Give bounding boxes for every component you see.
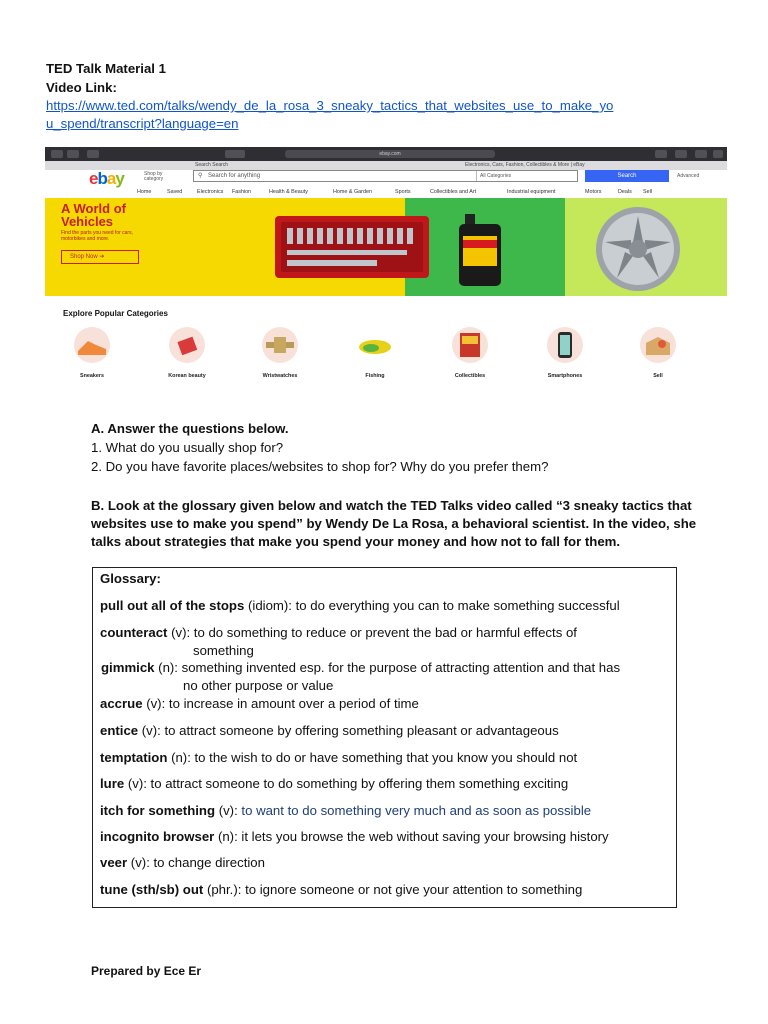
glossary-entry (100, 828, 609, 846)
ebay-screenshot (45, 147, 727, 385)
glossary-entry (100, 775, 568, 793)
nav-sell: Sell (643, 189, 652, 195)
nav-health-beauty: Health & Beauty (269, 189, 308, 195)
question-2: 2. Do you have favorite places/websites to shop for? Why do you prefer them? (91, 459, 549, 474)
nav-sports: Sports (395, 189, 411, 195)
glossary-definition: : to the wish to do or have something that you know you should not (187, 750, 578, 765)
glossary-definition: : to attract someone by offering something pleasant or advantageous (157, 723, 559, 738)
nav-motors: Motors (585, 189, 602, 195)
browser-tabs (45, 161, 727, 170)
question-1: 1. What do you usually shop for? (91, 440, 284, 455)
glossary-entry (100, 854, 265, 872)
category-wristwatches (245, 327, 315, 383)
shop-now-button (61, 250, 139, 264)
glossary-term: accrue (100, 696, 143, 711)
glossary-pos: (n) (167, 750, 188, 765)
glossary-pos: (phr.) (203, 882, 238, 897)
glossary-definition: : (234, 803, 238, 818)
nav-home-garden: Home & Garden (333, 189, 372, 195)
glossary-entry (100, 722, 559, 740)
video-link-label: Video Link: (46, 80, 117, 95)
oil-bottle-image (455, 214, 505, 289)
hubcap-image (593, 204, 683, 294)
sidebar-icon (87, 150, 99, 158)
tab-search: Search Search (195, 162, 229, 168)
category-label: Fishing (365, 373, 385, 379)
wristwatches-image (262, 327, 298, 363)
nav-fashion: Fashion (232, 189, 252, 195)
category-fishing (340, 327, 410, 383)
category-smartphones (530, 327, 600, 383)
glossary-entry (100, 695, 419, 713)
shop-now-label: Shop Now (70, 254, 98, 260)
glossary-definition: : something invented esp. for the purpose of attracting attention and that has (174, 660, 621, 675)
section-b-line-1: B. Look at the glossary given below and watch the TED Talks video called “3 sneaky tactics that (91, 498, 692, 513)
section-a-heading: A. Answer the questions below. (91, 421, 289, 436)
glossary-entry (100, 749, 577, 767)
search-input (193, 170, 578, 182)
browser-toolbar (45, 147, 727, 161)
banner-subtitle-line-2: motorbikes and more. (61, 236, 110, 242)
nav-saved: Saved (167, 189, 183, 195)
prepared-by: Prepared by Ece Er (91, 964, 202, 978)
glossary-entry (101, 659, 620, 677)
nav-collectibles-art: Collectibles and Art (430, 189, 477, 195)
address-bar: ebay.com (285, 150, 495, 158)
category-label: Wristwatches (262, 373, 298, 379)
glossary-term: pull out all of the stops (100, 598, 245, 613)
category-korean-beauty (152, 327, 222, 383)
advanced-link: Advanced (677, 173, 700, 179)
banner-title-line-2: Vehicles (61, 214, 114, 229)
glossary-pos: (v) (138, 723, 158, 738)
glossary-pos: (n) (214, 829, 235, 844)
smartphones-image (547, 327, 583, 363)
glossary-term: itch for something (100, 803, 216, 818)
category-label: Sneakers (80, 373, 104, 379)
glossary-term: counteract (100, 625, 168, 640)
share-icon (675, 150, 687, 158)
banner-title (61, 202, 126, 228)
promo-banner (45, 198, 727, 296)
glossary-pos: (v) (215, 803, 235, 818)
glossary-definition: : to ignore someone or not give your attention to something (237, 882, 583, 897)
glossary-box (92, 567, 677, 908)
section-b-line-3: talks about strategies that make you spend your money and how not to fall for them. (91, 534, 621, 549)
glossary-pos: (v) (127, 855, 147, 870)
glossary-term: tune (sth/sb) out (100, 882, 204, 897)
glossary-term: entice (100, 723, 139, 738)
reload-icon (655, 150, 667, 158)
glossary-entry (100, 881, 582, 899)
tabs-icon (225, 150, 245, 158)
glossary-definition: : to attract someone to do something by offering them something exciting (143, 776, 569, 791)
ebay-nav (45, 187, 727, 197)
banner-subtitle (61, 230, 133, 242)
glossary-term: incognito browser (100, 829, 215, 844)
glossary-definition: : to increase in amount over a period of time (161, 696, 419, 711)
nav-electronics: Electronics (197, 189, 224, 195)
glossary-definition: : to do something to reduce or prevent the bad or harmful effects of (186, 625, 577, 640)
banner-subtitle-line-1: Find the parts you need for cars, (61, 230, 133, 236)
category-collectibles (435, 327, 505, 383)
category-sneakers (57, 327, 127, 383)
glossary-heading: Glossary: (100, 571, 161, 586)
glossary-definition: : to do everything you can to make something successful (288, 598, 620, 613)
glossary-definition-highlight: to want to do something very much and as soon as possible (237, 803, 592, 818)
glossary-pos: (n) (154, 660, 175, 675)
nav-deals: Deals (618, 189, 632, 195)
shop-by-category: Shop by category (144, 171, 164, 182)
korean-beauty-image (169, 327, 205, 363)
glossary-term: temptation (100, 750, 168, 765)
overview-icon (713, 150, 723, 158)
add-tab-icon (695, 150, 707, 158)
toolbox-image (273, 206, 433, 286)
category-label: Sell (653, 373, 663, 379)
glossary-term: lure (100, 776, 125, 791)
collectibles-image (452, 327, 488, 363)
ebay-logo: ebay (89, 169, 124, 188)
search-placeholder: Search for anything (208, 173, 261, 179)
sell-image (640, 327, 676, 363)
search-icon: ⚲ (198, 173, 203, 179)
category-label: Smartphones (547, 373, 583, 379)
video-link-line-2[interactable]: u_spend/transcript?language=en (46, 116, 239, 131)
back-icon (51, 150, 63, 158)
glossary-entry (100, 802, 591, 820)
banner-title-line-1: A World of (61, 201, 126, 216)
nav-home: Home (137, 189, 152, 195)
category-sell (623, 327, 693, 383)
section-b-line-2: websites use to make you spend” by Wendy De La Rosa, a behavioral scientist. In the video, she (91, 516, 697, 531)
arrow-right-icon: ➔ (99, 254, 105, 260)
glossary-definition-continued: something (193, 643, 254, 658)
tab-ebay: Electronics, Cars, Fashion, Collectibles & More | eBay (465, 162, 585, 168)
glossary-pos: (idiom) (244, 598, 289, 613)
glossary-entry (100, 624, 577, 642)
glossary-term: gimmick (101, 660, 155, 675)
fishing-image (357, 327, 393, 363)
search-button: Search (585, 170, 669, 182)
glossary-term: veer (100, 855, 128, 870)
video-link-line-1[interactable]: https://www.ted.com/talks/wendy_de_la_rosa_3_sneaky_tactics_that_websites_use_to_make_yo (46, 98, 614, 113)
sneakers-image (74, 327, 110, 363)
glossary-definition: : it lets you browse the web without saving your browsing history (234, 829, 609, 844)
document-title: TED Talk Material 1 (46, 61, 166, 76)
category-label: Collectibles (454, 373, 486, 379)
glossary-definition: : to change direction (146, 855, 265, 870)
category-label: Korean beauty (168, 373, 206, 379)
glossary-pos: (v) (124, 776, 144, 791)
category-select: All Categories (476, 171, 580, 181)
explore-categories-title: Explore Popular Categories (63, 309, 168, 318)
glossary-definition-continued: no other purpose or value (183, 678, 334, 693)
glossary-pos: (v) (142, 696, 162, 711)
forward-icon (67, 150, 79, 158)
nav-industrial: Industrial equipment (507, 189, 556, 195)
glossary-entry (100, 597, 620, 615)
glossary-pos: (v) (167, 625, 187, 640)
